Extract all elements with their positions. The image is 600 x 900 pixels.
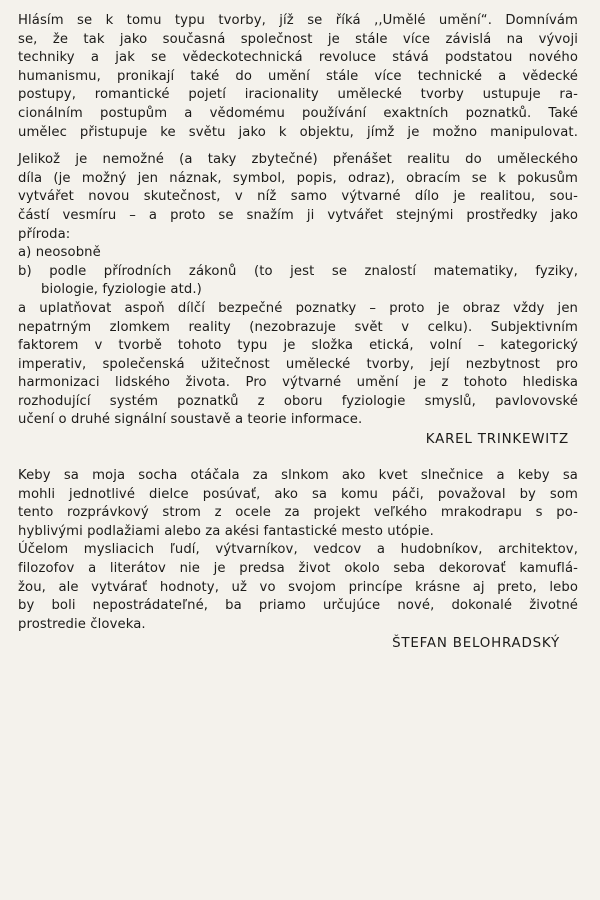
text-line: Jelikož je nemožné (a taky zbytečné) přenášet realitu do uměleckého [18,152,578,168]
text-line: postupy, romantické pojetí iracionality umělecké tvorby ustupuje ra- [18,87,578,103]
slovak-paragraph-1 [18,467,578,541]
text-line: částí vesmíru – a proto se snažím ji vytvářet stejnými prostředky jako [18,207,578,223]
text-line: tento rozprávkový strom z ocele za projekt veľkého mrakodrapu s po- [18,505,578,521]
text-line: a uplatňovat aspoň dílčí bezpečné poznatky – proto je obraz vždy jen [18,300,578,316]
slovak-paragraph-2 [18,541,578,634]
czech-paragraph-2 [18,151,578,430]
text-line: mohli jednotlivé dielce posúvať, ako sa komu páči, považoval by som [18,486,578,502]
text-line: harmonizaci lidského života. Pro výtvarné umění je z tohoto hlediska [18,375,578,391]
author-signature: KAREL TRINKEWITZ [425,432,569,448]
text-line: se, že tak jako současná společnost je stále více závislá na vývoji [18,31,578,47]
text-line: prostredie človeka. [18,616,146,632]
text-line: faktorem v tvorbě tohoto typu je složka etická, volní – kategorický [18,338,578,354]
text-line: příroda: [18,226,71,242]
text-line: díla (je možný jen náznak, symbol, popis, odraz), obracím se k pokusům [18,170,578,186]
list-item-b-continued: biologie, fyziologie atd.) [41,282,202,298]
list-item-a: a) neosobně [18,245,101,261]
text-line: cionálním postupům a vědomému používání exaktních poznatků. Také [18,105,578,121]
text-line: by boli nepostrádateľné, ba priamo určujúce nové, dokonalé životné [18,598,578,614]
text-line: imperativ, společenská užitečnost umělecké tvorby, její nezbytnost pro [18,356,578,372]
text-line: humanismu, pronikají také do umění stále více technické a vědecké [18,68,578,84]
text-line: vytvářet novou skutečnost, v níž samo výtvarné dílo je realitou, sou- [18,189,578,205]
text-line: filozofov a literátov nie je predsa život okolo seba dekorovať kamuflá- [18,561,578,577]
text-line: Keby sa moja socha otáčala za slnkom ako kvet slnečnice a keby sa [18,468,578,484]
text-line: žou, ale vytvárať hodnoty, už vo svojom princípe krásne aj preto, lebo [18,579,578,595]
text-line: učení o druhé signální soustavě a teorie informace. [18,412,363,428]
document-page [18,12,578,654]
author-signature: ŠTEFAN BELOHRADSKÝ [392,636,560,652]
text-line: rozhodující systém poznatků z oboru fyziologie smyslů, pavlovovské [18,393,578,409]
czech-paragraph-1 [18,12,578,142]
list-item-b: b) podle přírodních zákonů (to jest se znalostí matematiky, fyziky, [18,263,578,279]
principles-list [18,244,578,300]
text-line: hyblivými podlažiami alebo za akési fantastické mesto utópie. [18,523,434,539]
text-line: nepatrným zlomkem reality (nezobrazuje svět v celku). Subjektivním [18,319,578,335]
text-line: Hlásím se k tomu typu tvorby, jíž se říká ,,Umělé umění“. Domnívám [18,13,578,28]
text-line: Účelom mysliacich ľudí, výtvarníkov, vedcov a hudobníkov, architektov, [18,542,578,558]
text-line: umělec přistupuje ke světu jako k objektu, jímž je možno manipulovat. [18,124,578,140]
text-line: techniky a jak se vědeckotechnická revoluce stává podstatou nového [18,50,578,66]
